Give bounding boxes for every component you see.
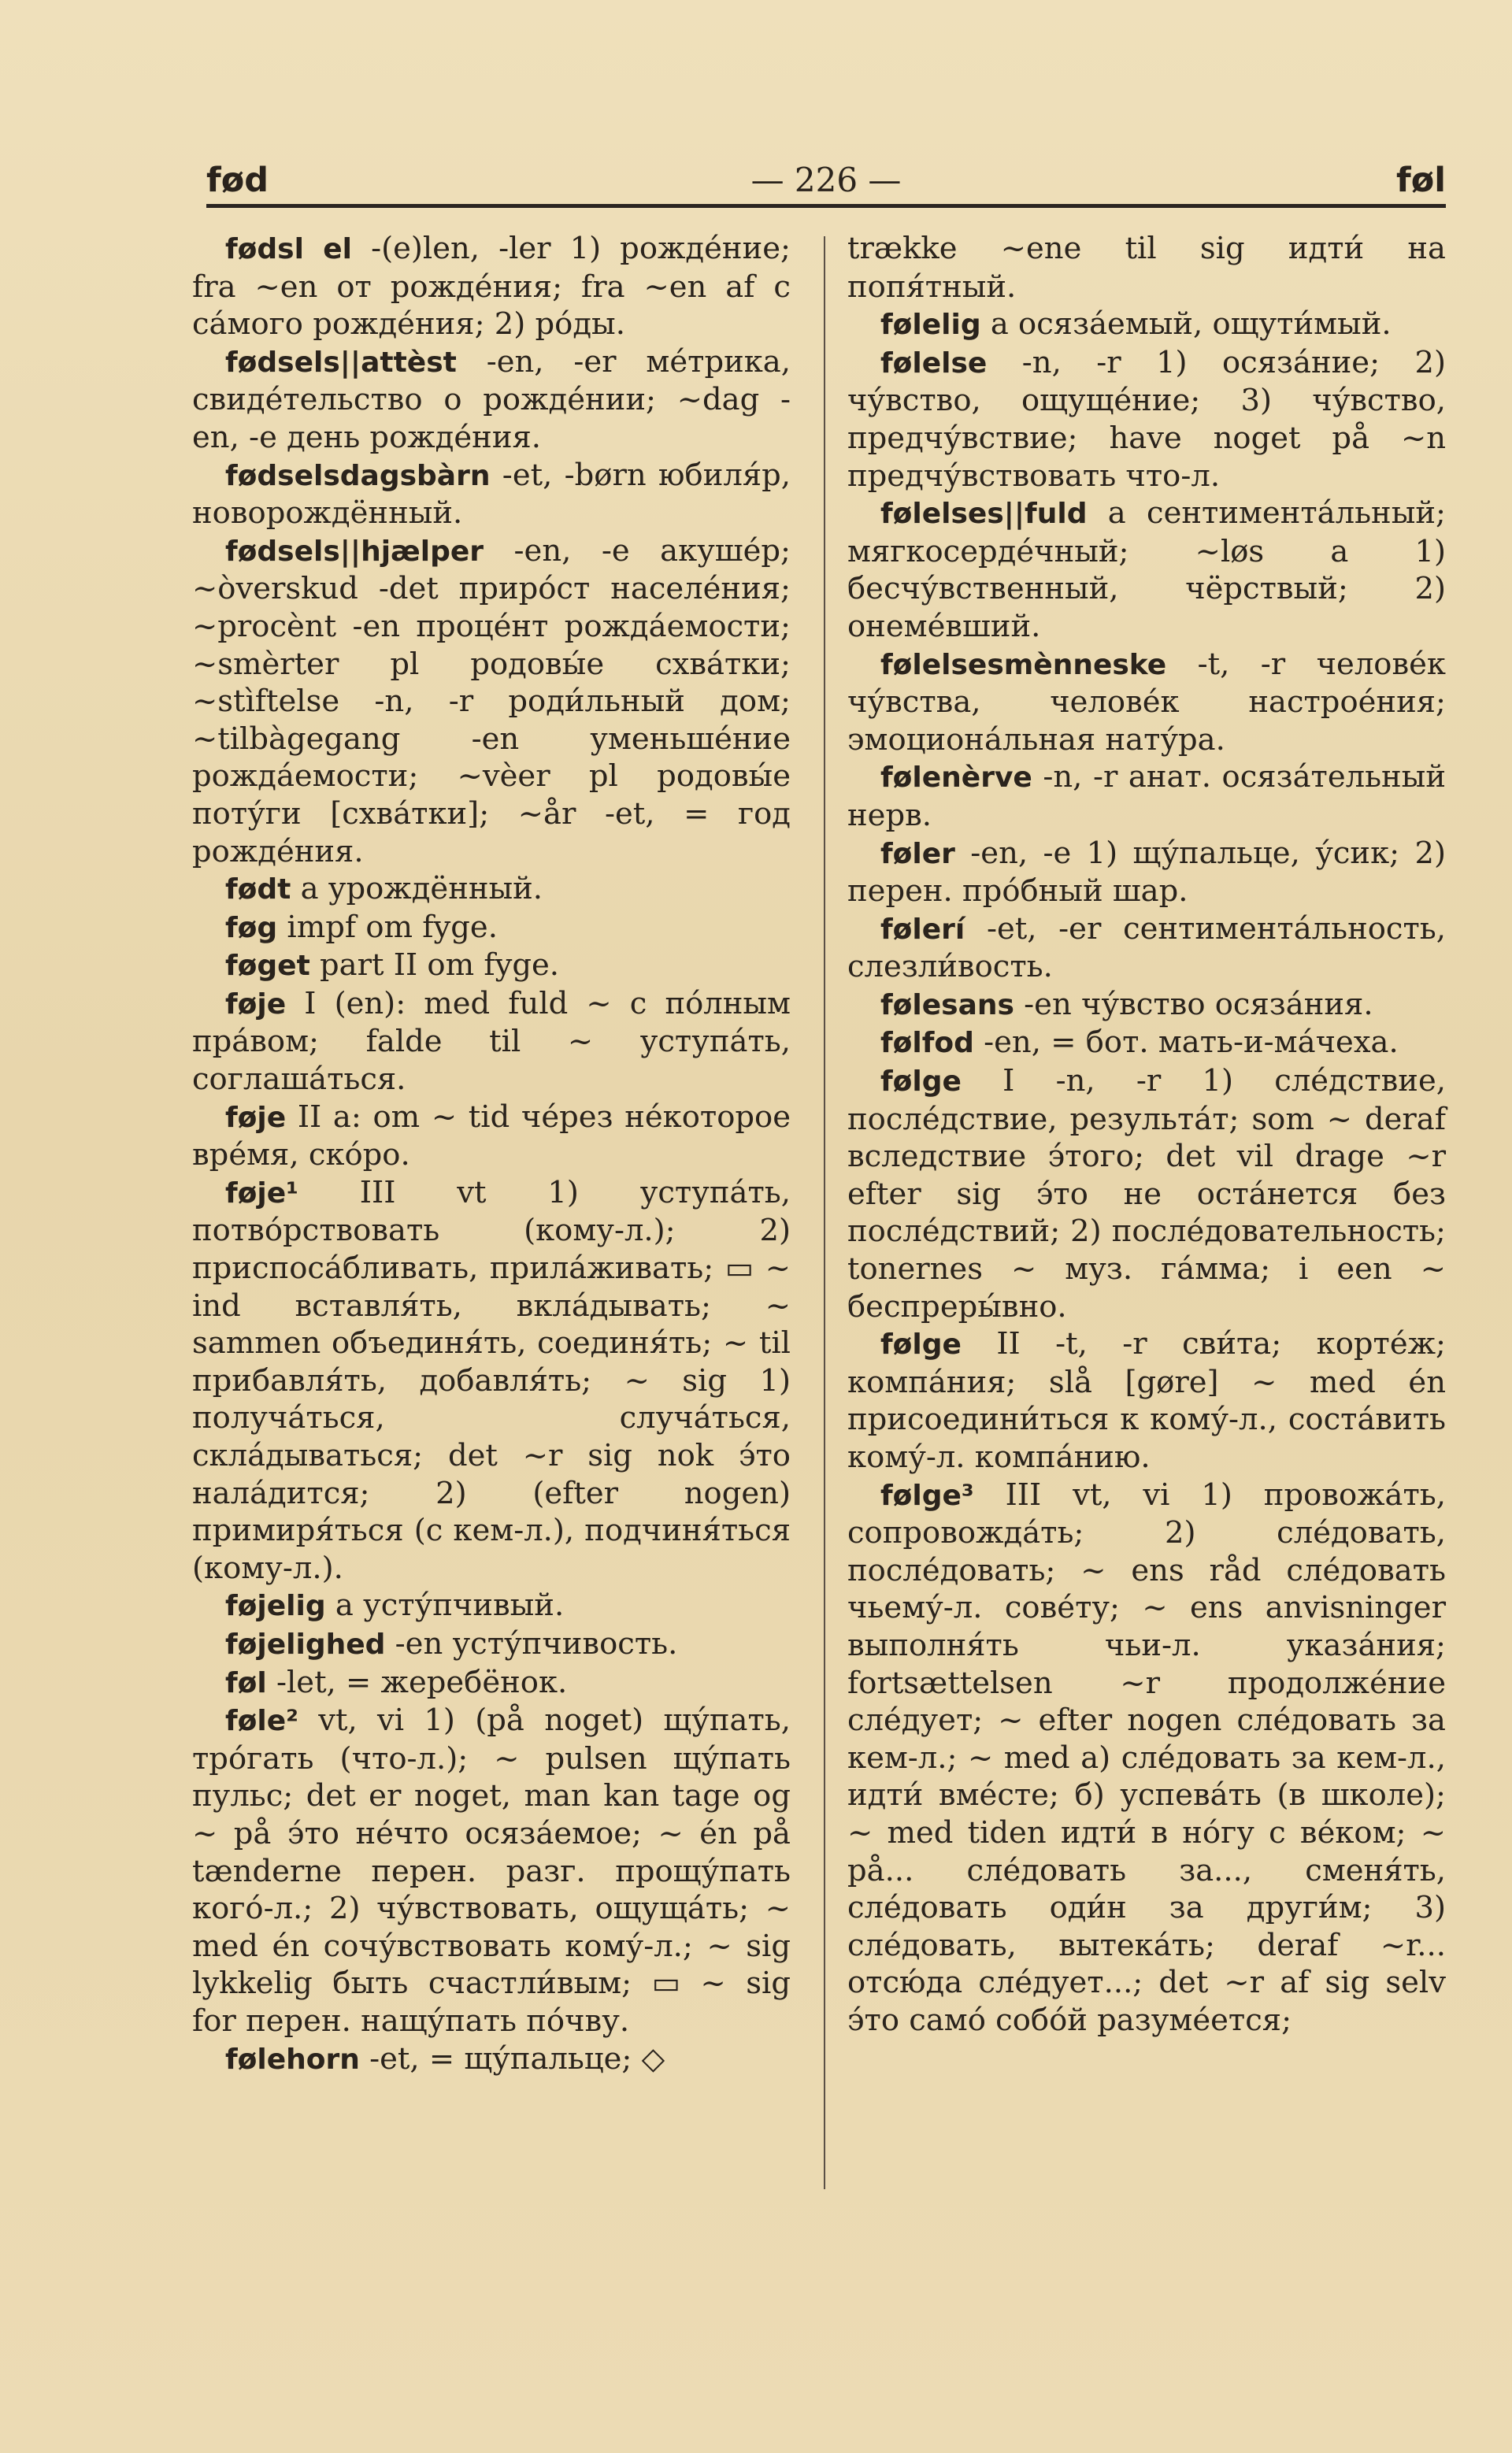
entry-text: a усту́пчивый. <box>325 1588 565 1624</box>
headword: føjelighed <box>225 1628 386 1661</box>
headword: følerí <box>880 913 965 946</box>
entry <box>847 1325 1446 1476</box>
entry <box>847 1024 1446 1062</box>
headword: føget <box>225 950 310 983</box>
headword: føler <box>880 837 955 870</box>
entry-text: II a: om ~ tid че́рез не́которое вре́мя, ско́ро. <box>192 1099 791 1173</box>
headword: føje¹ <box>225 1176 298 1210</box>
entry <box>847 306 1446 344</box>
entry <box>847 910 1446 986</box>
entry <box>192 1702 791 2040</box>
headword: følelses||fuld <box>880 498 1088 531</box>
entry <box>192 1664 791 1703</box>
headword: føje <box>225 987 287 1021</box>
entry-text: -et, = щу́пальце; ◇ <box>359 2040 665 2077</box>
entry-text: II -t, -r сви́та; корте́ж; компа́ния; slå [gøre] ~ med én присоедини́ться к кому́-л., соста́вить кому́-л. компа́нию. <box>847 1326 1446 1475</box>
entry-text: part II om fyge. <box>309 947 559 984</box>
entry-text: -let, = жеребёнок. <box>266 1664 568 1700</box>
entry-text: -en, -e акуше́р; ~òverskud -det приро́ст населе́ния; ~procènt -en проце́нт рожда́емости; ~smèrter pl родовы́е схва́тки; ~stìftelse -n, -r роди́льный дом; ~tilbàgegang -en уменьше́ние рожда́емости; ~vèer pl родовы́е поту́ги [схва́тки]; ~år -et, = год рожде́ния. <box>192 532 791 869</box>
headword: fødsl el <box>225 233 353 265</box>
header-rule <box>206 204 1446 208</box>
entry-text: a урождённый. <box>291 871 543 907</box>
entry <box>192 870 791 909</box>
entry-text: -(e)len, -ler 1) рожде́ние; fra ~en от рожде́ния; fra ~en af с са́мого рожде́ния; 2) ро́ды. <box>192 231 791 343</box>
entry <box>847 495 1446 645</box>
entry-text: vt, vi 1) (på noget) щу́пать, тро́гать (что-л.); ~ pulsen щу́пать пульс; det er noget, man kan tage og ~ på э́то не́что осяза́емое; ~ én på tænderne перен. разг. прощу́пать кого́-л.; 2) чу́вствовать, ощуща́ть; ~ med én сочу́вствовать кому́-л.; ~ sig lykkelig быть счастли́вым; ▭ ~ sig for перен. нащу́пать по́чву. <box>192 1703 791 2039</box>
entry <box>192 909 791 947</box>
entry-text: a осяза́емый, ощути́мый. <box>980 306 1392 343</box>
headword: føl <box>225 1666 267 1699</box>
entry <box>192 457 791 532</box>
entry <box>847 1062 1446 1325</box>
entry <box>192 230 791 343</box>
entry-text: -t, -r челове́к чу́вства, челове́к настрое́ния; эмоциона́льная нату́ра. <box>847 646 1446 758</box>
headword: følelse <box>880 346 988 380</box>
headword: føle² <box>225 1705 298 1738</box>
entry-continuation <box>847 230 1446 306</box>
headword: følfod <box>880 1027 974 1060</box>
entry-text: -en усту́пчивость. <box>385 1625 678 1662</box>
headword: følge <box>880 1328 962 1362</box>
entry-text: I (en): med fuld ~ с по́лным пра́вом; falde til ~ уступа́ть, соглаша́ться. <box>192 985 791 1098</box>
headword: fødsels||hjælper <box>225 535 484 568</box>
headword: født <box>225 873 291 906</box>
header-guide-word-right: føl <box>1396 161 1446 200</box>
column-divider <box>824 236 825 2189</box>
entry <box>847 1477 1446 2040</box>
headword: føje <box>225 1101 287 1134</box>
entry <box>847 646 1446 759</box>
entry-text: -en, = бот. мать-и-ма́чеха. <box>973 1025 1399 1061</box>
entry-text: impf om fyge. <box>277 909 498 945</box>
headword: fødselsdagsbàrn <box>225 459 491 492</box>
entry <box>192 532 791 870</box>
entry-text: III vt, vi 1) провожа́ть, сопровожда́ть; 2) сле́довать, после́довать; ~ ens råd сле́довать чьему́-л. сове́ту; ~ ens anvisninger выполня́ть чьи-л. указа́ния; fortsættelsen ~r продолже́ние сле́дует; ~ efter nogen сле́довать за кем-л.; ~ med а) сле́довать за кем-л., идти́ вме́сте; б) успева́ть (в школе); ~ med tiden идти́ в но́гу с ве́ком; ~ på... сле́довать за..., сменя́ть, сле́довать оди́н за други́м; 3) сле́довать, вытека́ть; deraf ~r... отсю́да сле́дует...; det ~r af sig selv э́то само́ собо́й разуме́ется; <box>847 1477 1446 2038</box>
entry <box>192 1099 791 1174</box>
entry <box>847 835 1446 910</box>
entry <box>192 343 791 457</box>
headword: føjelig <box>225 1590 326 1623</box>
headword: følelig <box>880 309 981 342</box>
header-guide-word-left: fød <box>206 161 269 200</box>
column-right <box>847 230 1446 2040</box>
entry-text: III vt 1) уступа́ть, потво́рствовать (кому-л.); 2) приспоса́бливать, прила́живать; ▭ ~ ind вставля́ть, вкла́дывать; ~ sammen объединя́ть, соединя́ть; ~ til прибавля́ть, добавля́ть; ~ sig 1) получа́ться, случа́ться, скла́дываться; det ~r sig nok э́то нала́дится; 2) (efter nogen) примиря́ться (с кем-л.), подчиня́ться (кому-л.). <box>192 1174 791 1586</box>
headword: følelsesmènneske <box>880 648 1167 681</box>
entry-text: -en, -er ме́трика, свиде́тельство о рожде́нии; ~dag -en, -e день рожде́ния. <box>192 343 791 455</box>
headword: føg <box>225 911 278 944</box>
entry <box>192 1174 791 1588</box>
entry <box>192 985 791 1099</box>
headword: følesans <box>880 988 1014 1021</box>
entry <box>192 1587 791 1625</box>
entry <box>192 2040 791 2079</box>
entry <box>192 947 791 985</box>
entry-text: -et, -børn юбиля́р, новорождённый. <box>192 457 791 532</box>
entry-text: -en чу́вство осяза́ния. <box>1014 986 1373 1022</box>
headword: følge³ <box>880 1479 974 1512</box>
headword: fødsels||attèst <box>225 346 457 379</box>
column-left <box>192 230 791 2078</box>
entry-text: -n, -r 1) осяза́ние; 2) чу́вство, ощуще́ние; 3) чу́вство, предчу́вствие; have noget på ~n предчу́вствовать что-л. <box>847 344 1446 494</box>
page-number: — 226 — <box>750 161 902 199</box>
headword: følehorn <box>225 2043 360 2076</box>
entry <box>192 1625 791 1664</box>
entry <box>847 758 1446 834</box>
headword: følenèrve <box>880 761 1032 795</box>
entry <box>847 344 1446 495</box>
headword: følge <box>880 1065 962 1099</box>
entry-text: I -n, -r 1) сле́дствие, после́дствие, результа́т; som ~ deraf вследствие э́того; det vil drage ~r efter sig э́то не оста́нется без после́дствий; 2) после́довательность; tonernes ~ муз. га́мма; i een ~ беспреры́вно. <box>847 1063 1446 1325</box>
entry-text: trække ~ene til sig идти́ на попя́тный. <box>847 231 1446 305</box>
entry <box>847 986 1446 1025</box>
entry-text: -en, -e 1) щу́пальце, у́сик; 2) перен. про́бный шар. <box>847 835 1446 910</box>
entry-text: -et, -er сентимента́льность, слезли́вость. <box>847 910 1446 985</box>
entry-text: -n, -r анат. осяза́тельный нерв. <box>847 759 1446 833</box>
entry-text: a сентимента́льный; мягкосерде́чный; ~løs a 1) бесчу́вственный, чёрствый; 2) онеме́вший. <box>847 495 1446 644</box>
